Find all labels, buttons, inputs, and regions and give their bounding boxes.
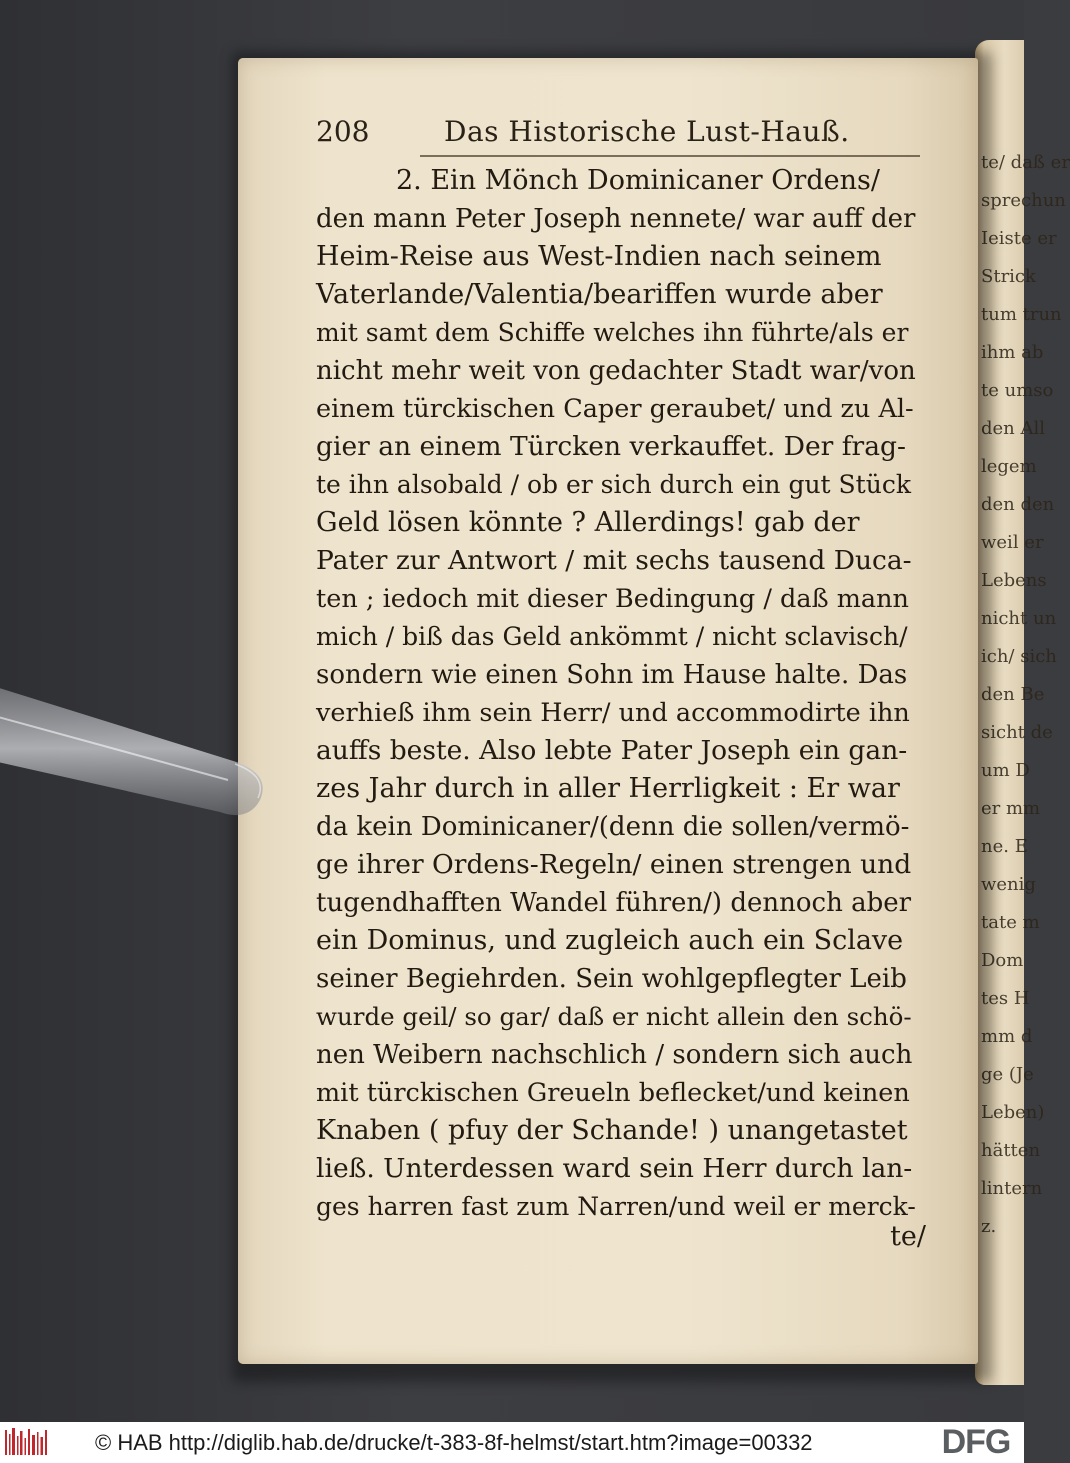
body-text [316,162,916,1226]
adjacent-page-fragment: tate m [981,912,1040,933]
adjacent-page-fragment: ge (Je [981,1064,1034,1085]
text-line: Pater zur Antwort / mit sechs tausend Duca- [316,545,912,576]
running-head [316,112,916,152]
adjacent-page-fragment: legem [981,456,1037,477]
hab-barcode-logo-icon [4,1426,48,1459]
adjacent-page-fragment: Ieiste er [981,228,1057,249]
text-line: verhieß ihm sein Herr/ und accommodirte ihn [316,698,910,728]
adjacent-page-fragment: den All [981,418,1046,439]
adjacent-page-fragment: Leben) [981,1102,1045,1123]
adjacent-page-fragment: te umso [981,380,1054,401]
adjacent-page-fragment: mm d [981,1026,1033,1047]
text-line: einem türckischen Caper geraubet/ und zu Al- [316,394,914,424]
text-line: ließ. Unterdessen ward sein Herr durch lan- [316,1153,913,1184]
text-line: da kein Dominicaner/(denn die sollen/vermö- [316,812,910,842]
text-line: Vaterlande/Valentia/beariffen wurde aber [316,279,883,310]
adjacent-page-fragment: ne. E [981,836,1028,857]
adjacent-page-fragment: sprechun [981,190,1066,211]
adjacent-page-fragment: Dom [981,950,1024,971]
text-line: mit samt dem Schiffe welches ihn führte/als er [316,318,909,347]
text-line: sondern wie einen Sohn im Hause halte. Das [316,660,908,690]
text-line: mit türckischen Greueln beflecket/und keinen [316,1078,910,1108]
text-line: ges harren fast zum Narren/und weil er merck- [316,1192,916,1221]
text-line: zes Jahr durch in aller Herrligkeit : Er war [316,773,900,804]
text-line: Geld lösen könnte ? Allerdings! gab der [316,507,860,538]
text-line: nicht mehr weit von gedachter Stadt war/von [316,356,916,386]
adjacent-page-fragment: Lebens [981,570,1047,591]
adjacent-page-fragment: tum trun [981,304,1062,325]
copyright-url[interactable]: © HAB http://diglib.hab.de/drucke/t-383-8f-helmst/start.htm?image=00332 [95,1430,813,1455]
adjacent-page-fragment: ich/ sich [981,646,1057,667]
adjacent-page-fragment: Strick [981,266,1036,287]
dfg-logo: DFG [941,1423,1011,1461]
text-line: auffs beste. Also lebte Pater Joseph ein gan- [316,735,908,766]
adjacent-page-fragment: den Be [981,684,1045,705]
text-line: Heim-Reise aus West-Indien nach seinem [316,241,882,272]
text-line: 2. Ein Mönch Dominicaner Ordens/ [396,165,880,196]
text-line: ten ; iedoch mit dieser Bedingung / daß mann [316,584,909,614]
adjacent-page-fragment: tes H [981,988,1030,1009]
head-rule [420,155,920,157]
catchword: te/ [890,1221,926,1252]
page-number: 208 [316,115,370,148]
adjacent-page-fragment: te/ daß er [981,152,1070,173]
adjacent-page-fragment: weil er [981,532,1044,553]
adjacent-page-fragment: nicht un [981,608,1057,629]
adjacent-page-fragment: ihm ab [981,342,1044,363]
text-line: mich / biß das Geld ankömmt / nicht sclavisch/ [316,622,908,651]
text-line: Knaben ( pfuy der Schande! ) unangetastet [316,1115,908,1146]
text-line: ein Dominus, und zugleich auch ein Sclave [316,925,904,956]
text-line: wurde geil/ so gar/ daß er nicht allein den schö- [316,1002,912,1031]
adjacent-page-fragment: z. [981,1216,997,1237]
adjacent-page-fragment: um D [981,760,1030,781]
glass-clamp-icon [0,672,280,822]
adjacent-page-fragment: sicht de [981,722,1053,743]
adjacent-page-fragment: wenig [981,874,1036,895]
adjacent-page-fragment: er mm [981,798,1041,819]
text-line: nen Weibern nachschlich / sondern sich auch [316,1040,913,1070]
text-line: te ihn alsobald / ob er sich durch ein gut Stück [316,470,911,499]
text-line: seiner Begiehrden. Sein wohlgepflegter Leib [316,964,907,994]
text-line: gier an einem Türcken verkauffet. Der frag- [316,431,906,462]
text-line: den mann Peter Joseph nennete/ war auff der [316,204,916,234]
adjacent-page-fragment: den den [981,494,1055,515]
text-line: ge ihrer Ordens-Regeln/ einen strengen und [316,849,912,880]
adjacent-page-fragment: lintern [981,1178,1043,1199]
adjacent-page-fragment: hätten [981,1140,1041,1161]
text-line: tugendhafften Wandel führen/) dennoch aber [316,888,912,918]
running-head-title: Das Historische Lust-Hauß. [444,115,850,148]
footer-bar [0,1422,1024,1463]
